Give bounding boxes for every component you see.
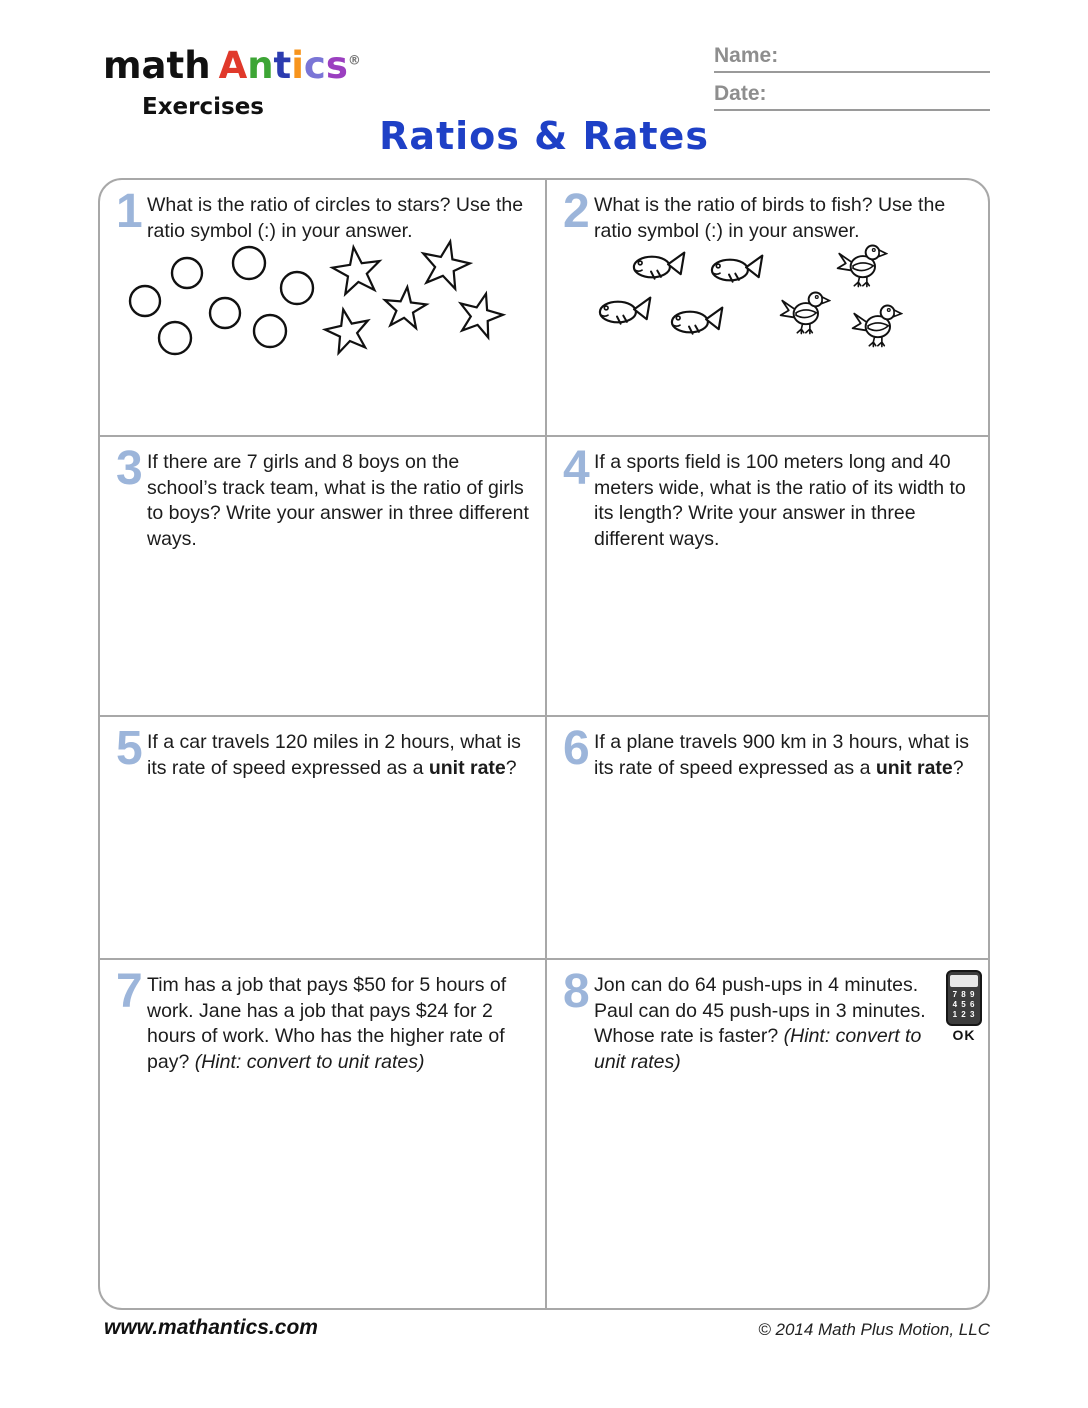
circle-shape — [210, 298, 240, 328]
question-2-number: 2 — [563, 185, 590, 238]
question-3-text — [147, 450, 531, 553]
registered-trademark-icon: ® — [347, 53, 361, 69]
star-shape — [325, 310, 368, 354]
website-url: www.mathantics.com — [104, 1316, 318, 1339]
question-6-text-part-end: ? — [952, 756, 964, 779]
question-4-number: 4 — [563, 442, 590, 495]
logo-antics-letter-1: n — [247, 44, 274, 87]
question-7-hint-part: (Hint: convert to unit rates) — [194, 1051, 425, 1074]
circle-shape — [281, 272, 313, 304]
logo-subtitle: Exercises — [142, 94, 264, 120]
question-8-number: 8 — [563, 965, 590, 1018]
fish-shape — [709, 252, 767, 288]
bird-shape — [851, 297, 903, 353]
date-field-row — [714, 82, 990, 111]
calculator-keys-row-1: 7 8 9 — [952, 990, 976, 999]
bird-shape — [836, 237, 888, 293]
circle-shape — [254, 315, 286, 347]
question-cell-5 — [100, 717, 545, 958]
question-4-text — [594, 450, 978, 553]
question-1-number: 1 — [116, 185, 143, 238]
question-7-number: 7 — [116, 965, 143, 1018]
circle-shape — [130, 286, 160, 316]
logo-antics-letter-5: s — [325, 44, 348, 87]
question-8-hint-part: (Hint: convert to unit rates) — [594, 1025, 922, 1074]
question-cell-2 — [547, 180, 992, 435]
question-6-bold-part: unit rate — [875, 756, 953, 779]
question-5-number: 5 — [116, 722, 143, 775]
logo-antics-letter-0: A — [218, 44, 248, 87]
question-1-text-part: What is the ratio of circles to stars? Use the ratio symbol (:) in your answer. — [147, 194, 524, 242]
question-5-text — [147, 730, 531, 781]
fish-shape — [597, 294, 655, 330]
calculator-body — [946, 970, 982, 1026]
question-cell-3 — [100, 437, 545, 715]
date-input[interactable] — [767, 86, 990, 106]
question-cell-6 — [547, 717, 992, 958]
question-cell-8 — [547, 960, 992, 1310]
star-shape — [385, 287, 427, 328]
question-5-text-part: If a car travels 120 miles in 2 hours, what is its rate of speed expressed as a — [147, 731, 521, 779]
math-antics-logo — [103, 44, 361, 87]
question-6-text — [594, 730, 978, 781]
questions-grid — [98, 178, 990, 1310]
fish-shape — [669, 304, 727, 340]
question-5-bold-part: unit rate — [428, 756, 506, 779]
question-5-text-part-end: ? — [505, 756, 517, 779]
fish-shape — [631, 249, 689, 285]
calculator-keys-row-3: 1 2 3 — [952, 1010, 976, 1019]
question-8-text-part: Jon can do 64 push-ups in 4 minutes. Paul can do 45 push-ups in 3 minutes. Whose rate is faster? — [594, 974, 926, 1048]
page-title: Ratios & Rates — [379, 114, 709, 158]
question-cell-1 — [100, 180, 545, 435]
question-4-text-part: If a sports field is 100 meters long and 40 meters wide, what is the ratio of its width to its length? Write your answer in three different ways. — [594, 451, 966, 551]
name-input[interactable] — [778, 48, 990, 68]
name-field-row — [714, 44, 990, 73]
calculator-icon — [944, 970, 984, 1043]
star-shape — [461, 294, 503, 338]
question-6-text-part: If a plane travels 900 km in 3 hours, what is its rate of speed expressed as a — [594, 731, 970, 779]
circle-shape — [172, 258, 202, 288]
copyright-notice: © 2014 Math Plus Motion, LLC — [758, 1320, 990, 1339]
question-7-text-part: Tim has a job that pays $50 for 5 hours of work. Jane has a job that pays $24 for 2 hours of work. Who has the higher rate of pay? — [147, 974, 507, 1074]
logo-word-math: math — [103, 44, 211, 87]
logo-antics-letter-3: i — [291, 44, 304, 87]
calculator-display — [950, 975, 978, 987]
calculator-ok-label: OK — [952, 1027, 976, 1043]
star-shape — [332, 247, 379, 294]
birds-and-fish-graphic — [583, 232, 983, 377]
question-3-text-part: If there are 7 girls and 8 boys on the school’s track team, what is the ratio of girls to boys? Write your answer in three different ways. — [147, 451, 529, 551]
name-label: Name: — [714, 44, 779, 67]
question-3-number: 3 — [116, 442, 143, 495]
question-cell-7 — [100, 960, 545, 1310]
question-7-text — [147, 973, 531, 1076]
circles-and-stars-graphic — [112, 238, 542, 370]
question-1-text — [147, 193, 531, 244]
date-label: Date: — [714, 82, 767, 105]
circle-shape — [233, 247, 265, 279]
question-8-text — [594, 973, 926, 1076]
bird-shape — [779, 284, 831, 340]
question-2-text-part: What is the ratio of birds to fish? Use the ratio symbol (:) in your answer. — [594, 194, 946, 242]
logo-antics-letter-2: t — [273, 44, 292, 87]
circle-shape — [159, 322, 191, 354]
star-shape — [423, 242, 470, 289]
question-cell-4 — [547, 437, 992, 715]
logo-antics-letter-4: c — [303, 44, 326, 87]
question-6-number: 6 — [563, 722, 590, 775]
calculator-keys-row-2: 4 5 6 — [952, 1000, 976, 1009]
